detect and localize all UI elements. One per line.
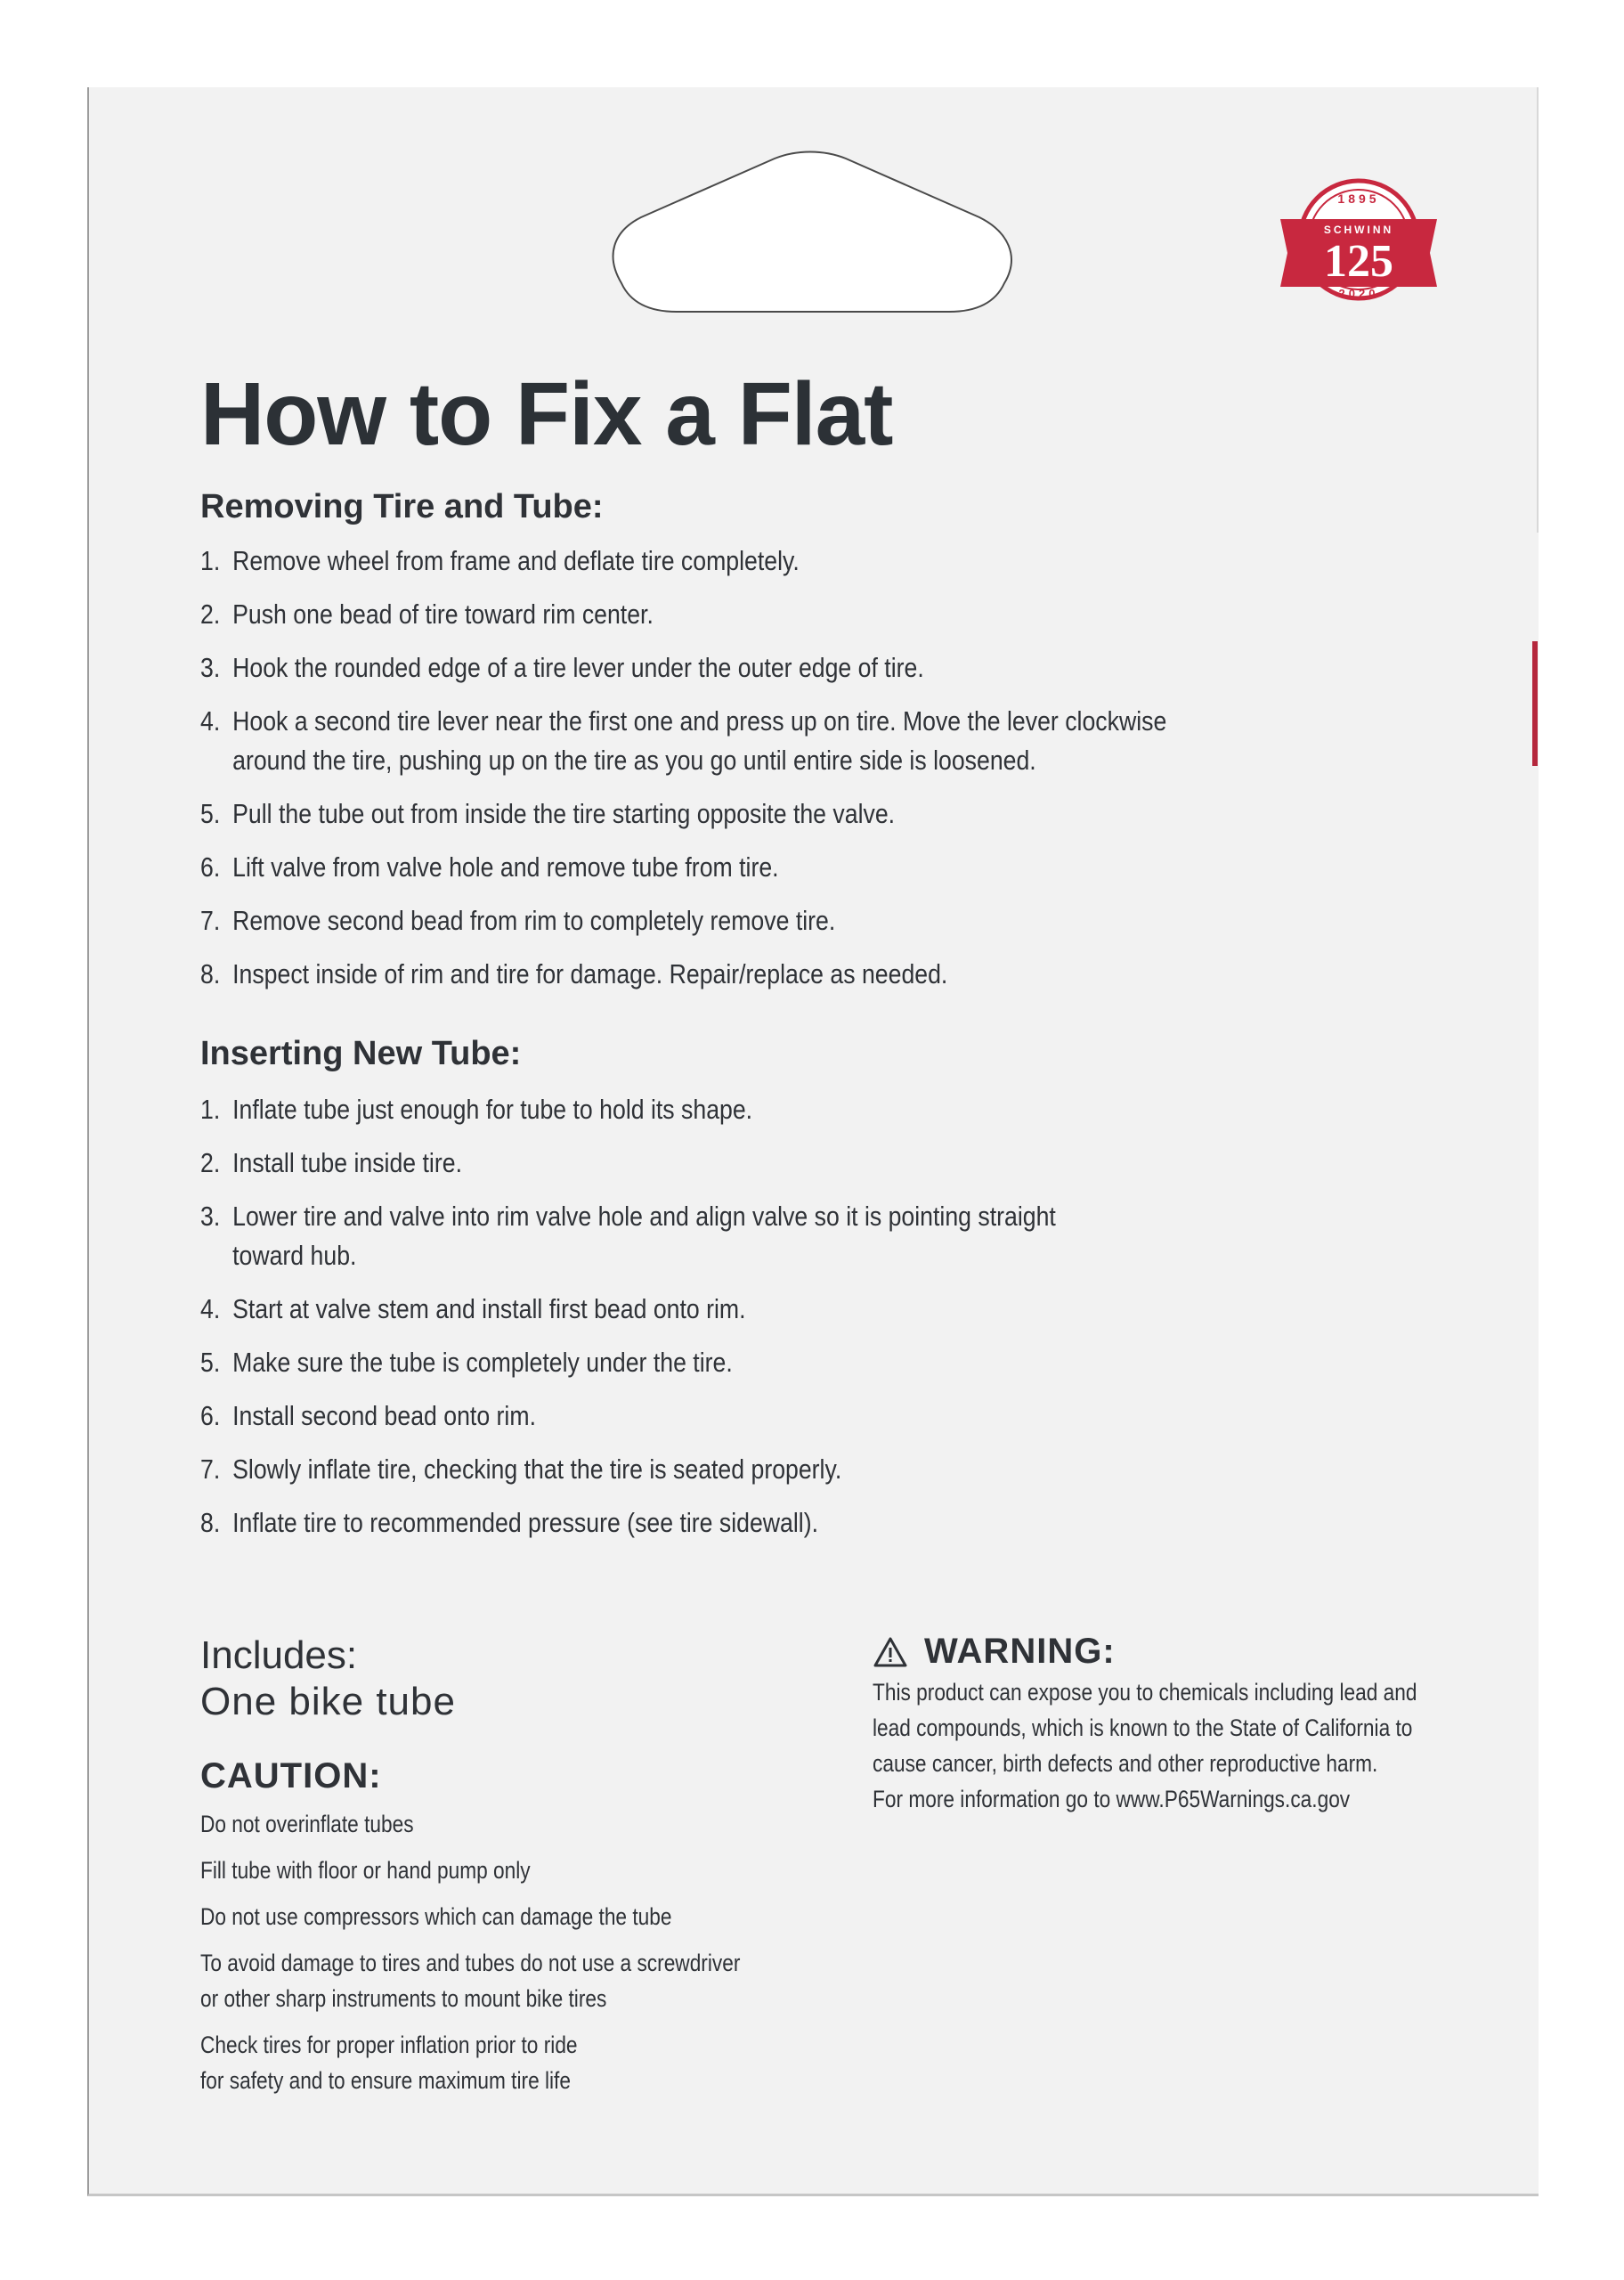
inserting-step: 8. Inflate tire to recommended pressure (see tire sidewall). xyxy=(200,1507,819,1538)
inserting-step: 7. Slowly inflate tire, checking that the tire is seated properly. xyxy=(200,1454,842,1485)
inserting-steps-list xyxy=(200,1090,1269,1557)
hang-hole xyxy=(605,150,1020,315)
removing-step: 1. Remove wheel from frame and deflate tire completely. xyxy=(200,545,800,576)
warning-line: This product can expose you to chemicals including lead and xyxy=(873,1679,1417,1706)
removing-step: 8. Inspect inside of rim and tire for damage. Repair/replace as needed. xyxy=(200,958,948,989)
schwinn-125-badge xyxy=(1280,175,1437,305)
removing-heading: Removing Tire and Tube: xyxy=(200,488,604,525)
warning-triangle-icon xyxy=(873,1636,908,1668)
warning-text xyxy=(873,1674,1441,1817)
caution-heading: CAUTION: xyxy=(200,1756,382,1796)
caution-item: To avoid damage to tires and tubes do not use a screwdriver or other sharp instruments to mount bike tires xyxy=(200,1950,741,2012)
page-title: How to Fix a Flat xyxy=(200,364,893,464)
removing-step: 6. Lift valve from valve hole and remove tube from tire. xyxy=(200,851,779,883)
badge-year-top: 1895 xyxy=(1337,191,1380,206)
caution-item: Fill tube with floor or hand pump only xyxy=(200,1857,531,1884)
caution-item: Do not overinflate tubes xyxy=(200,1811,414,1837)
removing-step: 5. Pull the tube out from inside the tire starting opposite the valve. xyxy=(200,798,896,829)
badge-year-bottom: 2020 xyxy=(1338,287,1379,300)
inserting-step: 5. Make sure the tube is completely under the tire. xyxy=(200,1347,733,1378)
removing-step: 3. Hook the rounded edge of a tire lever under the outer edge of tire. xyxy=(200,652,924,683)
package-edge-accent xyxy=(1532,641,1538,766)
inserting-step: 4. Start at valve stem and install first bead onto rim. xyxy=(200,1293,746,1324)
package-edge xyxy=(1537,87,1539,533)
caution-item: Do not use compressors which can damage the tube xyxy=(200,1903,672,1930)
warning-heading-row xyxy=(873,1632,1116,1672)
inserting-step: 3. Lower tire and valve into rim valve hole and align valve so it is pointing straight toward hub. xyxy=(200,1201,1056,1271)
caution-list xyxy=(200,1806,1002,2109)
warning-line: lead compounds, which is known to the State of California to xyxy=(873,1714,1413,1741)
removing-step: 2. Push one bead of tire toward rim center. xyxy=(200,598,654,630)
inserting-step: 2. Install tube inside tire. xyxy=(200,1147,462,1178)
warning-heading: WARNING: xyxy=(924,1632,1116,1671)
includes-value: One bike tube xyxy=(200,1680,456,1723)
inserting-step: 1. Inflate tube just enough for tube to hold its shape. xyxy=(200,1094,753,1125)
inserting-heading: Inserting New Tube: xyxy=(200,1035,522,1072)
caution-item: Check tires for proper inflation prior to ride for safety and to ensure maximum tire life xyxy=(200,2032,578,2094)
warning-line: For more information go to www.P65Warnings.ca.gov xyxy=(873,1786,1351,1812)
removing-step: 4. Hook a second tire lever near the first one and press up on tire. Move the lever clockwise around the tire, pushing up on the tire as you go until entire side is loosened. xyxy=(200,705,1167,776)
removing-steps-list xyxy=(200,542,1269,1008)
removing-step: 7. Remove second bead from rim to completely remove tire. xyxy=(200,905,836,936)
badge-number: 125 xyxy=(1324,236,1393,287)
warning-line: cause cancer, birth defects and other reproductive harm. xyxy=(873,1750,1378,1777)
badge-brand: SCHWINN xyxy=(1323,224,1394,236)
inserting-step: 6. Install second bead onto rim. xyxy=(200,1400,536,1431)
includes-label: Includes: xyxy=(200,1633,358,1677)
